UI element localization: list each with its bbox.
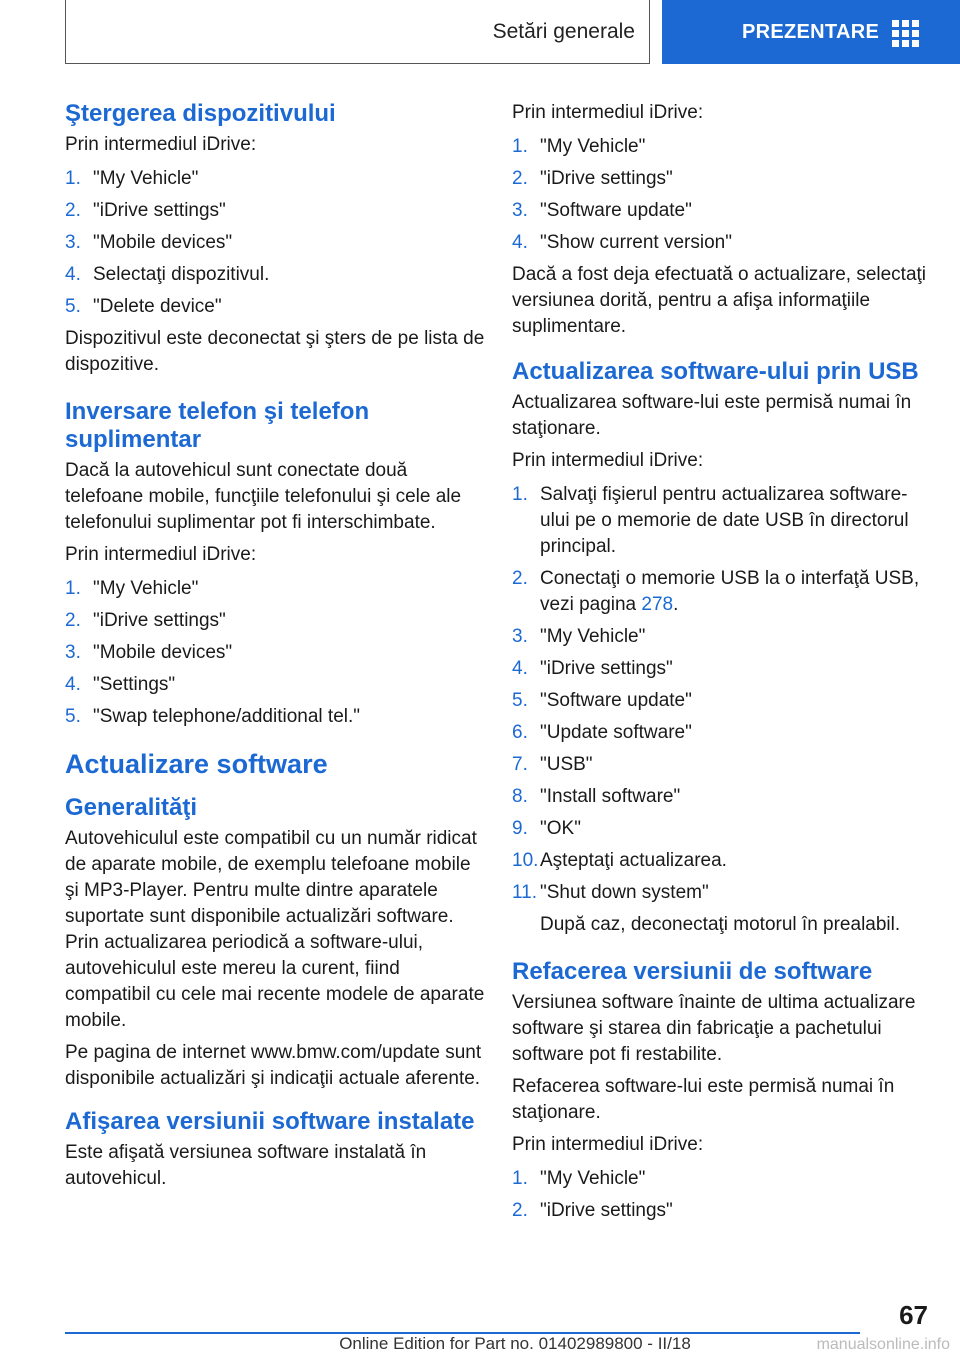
section-title: Setări generale [492, 19, 635, 43]
step-number: 10. [512, 850, 539, 871]
right-column [512, 100, 932, 1230]
paragraph: Prin intermediul iDrive: [512, 450, 704, 471]
paragraph: Versiunea software înainte de ultima actualizare software şi starea din fabricaţie a pachetului software pot fi restabilite. [512, 992, 916, 1065]
paragraph: Prin intermediul iDrive: [65, 134, 257, 155]
step-text: "My Vehicle" [540, 1168, 646, 1189]
list-item [65, 166, 485, 192]
step-number: 9. [512, 818, 528, 839]
paragraph: Este afişată versiunea software instalată în autovehicul. [65, 1142, 427, 1189]
paragraph: Autovehiculul este compatibil cu un număr ridicat de aparate mobile, de exemplu telefoane mobile şi MP3-Player. Pentru multe dintre aparatele suportate sunt disponibile actualizări software. Prin actualizarea periodică a software-ului, autovehiculul este mereu la curent, fiind compatibil cu cele mai recente modele de aparate mobile. [65, 828, 485, 1031]
step-number: 6. [512, 722, 528, 743]
step-number: 1. [512, 136, 528, 157]
heading-show-version: Afişarea versiunii software instalate [65, 1108, 475, 1135]
step-text: "Update software" [540, 722, 692, 743]
step-number: 3. [65, 232, 81, 253]
step-number: 5. [512, 690, 528, 711]
swap-steps-list [65, 576, 485, 730]
grid-icon[interactable] [892, 20, 920, 48]
step-text: "iDrive settings" [540, 168, 673, 189]
list-item [65, 294, 485, 320]
chapter-tab[interactable] [662, 0, 960, 64]
chapter-title: PREZENTARE [742, 20, 880, 43]
step-text: "iDrive settings" [93, 610, 226, 631]
list-item [512, 230, 932, 256]
list-item [512, 752, 932, 778]
heading-general: Generalităţi [65, 794, 198, 821]
list-item [512, 1198, 932, 1224]
step-number: 4. [65, 264, 81, 285]
usb-steps-list [512, 482, 932, 906]
list-item [65, 704, 485, 730]
step-text: "Software update" [540, 690, 692, 711]
list-item [512, 1166, 932, 1192]
heading-swap-phone: Inversare telefon şi telefon suplimentar [65, 398, 370, 453]
list-item [65, 262, 485, 288]
heading-software-update: Actualizare software [65, 749, 328, 779]
step-number: 1. [512, 1168, 528, 1189]
edition-text: Online Edition for Part no. 01402989800 - II/18 [339, 1334, 691, 1353]
step-number: 1. [65, 168, 81, 189]
list-item [65, 230, 485, 256]
paragraph: Actualizarea software-lui este permisă numai în staţionare. [512, 392, 912, 439]
header-section-tab [65, 0, 650, 64]
step-number: 2. [512, 168, 528, 189]
list-item [65, 672, 485, 698]
paragraph: Pe pagina de internet www.bmw.com/update sunt disponibile actualizări şi indicaţii actuale aferente. [65, 1042, 482, 1089]
step-text: "Mobile devices" [93, 232, 233, 253]
restore-steps-list [512, 1166, 932, 1224]
step-text: "Shut down system" [540, 882, 709, 903]
watermark: manualsonline.info [816, 1336, 950, 1353]
step-note: După caz, deconectaţi motorul în prealabil. [540, 914, 901, 935]
list-item [65, 608, 485, 634]
step-text: "Install software" [540, 786, 681, 807]
list-item [512, 784, 932, 810]
step-text: "Swap telephone/additional tel." [93, 706, 361, 727]
step-number: 2. [512, 568, 528, 589]
list-item [65, 198, 485, 224]
step-text: Aşteptaţi actualizarea. [540, 850, 727, 871]
step-text: "Mobile devices" [93, 642, 233, 663]
step-text: "Software update" [540, 200, 692, 221]
step-number: 5. [65, 706, 81, 727]
list-item [65, 576, 485, 602]
step-number: 1. [65, 578, 81, 599]
step-number: 11. [512, 882, 538, 903]
step-text: Selectaţi dispozitivul. [93, 264, 270, 285]
paragraph: Dacă la autovehicul sunt conectate două telefoane mobile, funcţiile telefonului şi cele ale telefonului suplimentar pot fi interschimbate. [65, 460, 462, 533]
list-item [512, 482, 932, 560]
step-text: "iDrive settings" [540, 658, 673, 679]
list-item [512, 880, 932, 906]
step-number: 7. [512, 754, 528, 775]
version-steps-list [512, 134, 932, 256]
step-number: 2. [65, 200, 81, 221]
paragraph: Prin intermediul iDrive: [512, 1134, 704, 1155]
list-item [512, 566, 932, 618]
step-text: "Show current version" [540, 232, 732, 253]
step-number: 3. [512, 626, 528, 647]
step-text: "iDrive settings" [93, 200, 226, 221]
heading-restore-version: Refacerea versiunii de software [512, 958, 873, 985]
step-text: "USB" [540, 754, 593, 775]
step-text: "Settings" [93, 674, 176, 695]
list-item [512, 624, 932, 650]
step-text: "Delete device" [93, 296, 222, 317]
step-text: Conectaţi o memorie USB la o interfaţă USB, vezi pagina 278. [540, 568, 920, 615]
step-text: "My Vehicle" [540, 626, 646, 647]
step-text: "My Vehicle" [93, 578, 199, 599]
paragraph: Prin intermediul iDrive: [65, 544, 257, 565]
step-number: 1. [512, 484, 528, 505]
list-item [512, 134, 932, 160]
left-column [65, 100, 485, 1198]
heading-delete-device: Ştergerea dispozitivului [65, 100, 336, 127]
step-number: 8. [512, 786, 528, 807]
step-number: 2. [512, 1200, 528, 1221]
list-item [512, 166, 932, 192]
page-link[interactable]: 278 [641, 594, 674, 615]
paragraph: Prin intermediul iDrive: [512, 102, 704, 123]
step-text: Salvaţi fişierul pentru actualizarea software-ului pe o memorie de date USB în directorul principal. [540, 484, 909, 557]
list-item [512, 198, 932, 224]
step-number: 4. [512, 232, 528, 253]
step-number: 3. [65, 642, 81, 663]
list-item [512, 656, 932, 682]
delete-steps-list [65, 166, 485, 320]
step-number: 3. [512, 200, 528, 221]
step-text: "My Vehicle" [540, 136, 646, 157]
list-item [512, 720, 932, 746]
paragraph: Dispozitivul este deconectat şi şters de pe lista de dispozitive. [65, 328, 485, 375]
paragraph: Dacă a fost deja efectuată o actualizare, selectaţi versiunea dorită, pentru a afişa informaţiile suplimentare. [512, 264, 927, 337]
list-item [65, 640, 485, 666]
step-text: "My Vehicle" [93, 168, 199, 189]
list-item [512, 816, 932, 842]
paragraph: Refacerea software-lui este permisă numai în staţionare. [512, 1076, 895, 1123]
list-item [512, 688, 932, 714]
step-number: 4. [512, 658, 528, 679]
page-number: 67 [899, 1300, 928, 1330]
heading-usb-update: Actualizarea software-ului prin USB [512, 358, 919, 385]
step-number: 5. [65, 296, 81, 317]
list-item [512, 848, 932, 874]
step-text: "iDrive settings" [540, 1200, 673, 1221]
step-text: "OK" [540, 818, 581, 839]
step-number: 2. [65, 610, 81, 631]
step-number: 4. [65, 674, 81, 695]
